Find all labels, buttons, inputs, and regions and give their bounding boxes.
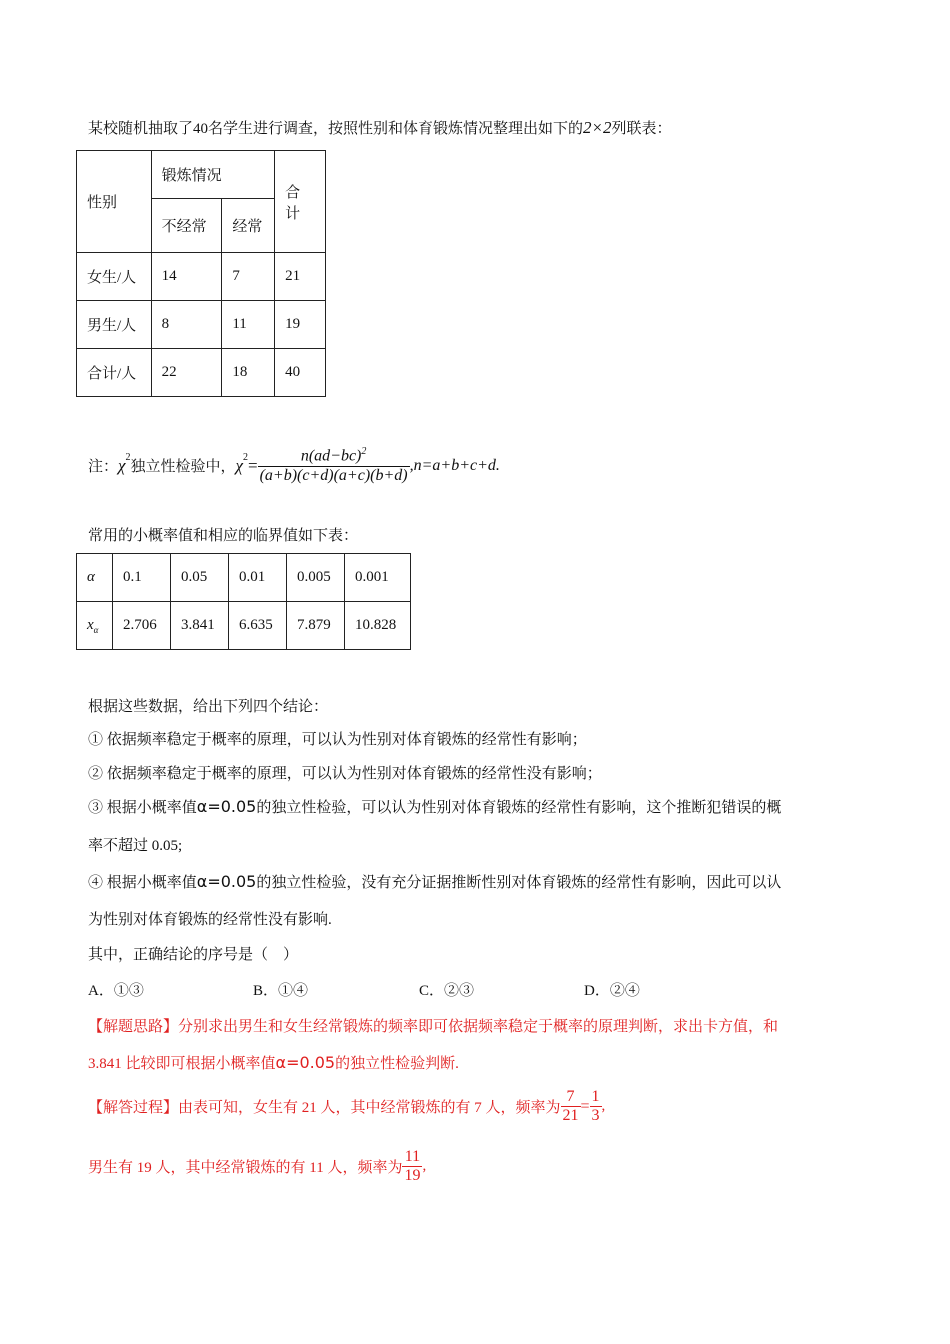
cell-often: 18 bbox=[222, 349, 275, 397]
conclusion-4: ④ 根据小概率值α=0.05的独立性检验，没有充分证据推断性别对体育锻炼的经常性有影响，因此可以认 bbox=[88, 872, 782, 891]
chi-square-fraction bbox=[258, 446, 410, 485]
cell-often: 11 bbox=[222, 301, 275, 349]
x-value: 10.828 bbox=[345, 602, 411, 650]
intro-text: 某校随机抽取了40名学生进行调查，按照性别和体育锻炼情况整理出如下的 bbox=[88, 121, 584, 137]
note-mid: 独立性检验中， bbox=[130, 459, 236, 476]
solution-line-1: 【解答过程】由表可知，女生有 21 人，其中经常锻炼的有 7 人，频率为 $\frac{7}{21}$ = $\frac{1}{3}$ , bbox=[88, 1088, 606, 1125]
chi-symbol-2: χ bbox=[235, 455, 243, 475]
note-prefix: 注： bbox=[88, 459, 119, 476]
chi-symbol: χ bbox=[118, 455, 126, 475]
conclusion-1: ① 依据频率稳定于概率的原理，可以认为性别对体育锻炼的经常性有影响； bbox=[88, 732, 587, 748]
row-label: 男生/人 bbox=[77, 301, 152, 349]
alpha-label: α bbox=[77, 554, 113, 602]
alpha-value: 0.001 bbox=[345, 554, 411, 602]
header-often: 经常 bbox=[222, 199, 275, 253]
denominator: (a+b)(c+d)(a+c)(b+d) bbox=[259, 466, 408, 484]
header-exercise: 锻炼情况 bbox=[151, 151, 274, 199]
alpha-value: 0.05 bbox=[171, 554, 229, 602]
fraction-1-3: $\frac{1}{3}$ bbox=[591, 1088, 600, 1125]
option-d[interactable]: D．②④ bbox=[584, 983, 640, 999]
contingency-table bbox=[76, 150, 326, 397]
table-row bbox=[77, 301, 326, 349]
intro-math: 2×2 bbox=[583, 118, 612, 137]
option-a[interactable]: A．①③ bbox=[88, 983, 144, 999]
note-tail: ,n=a+b+c+d. bbox=[409, 456, 500, 474]
cell-often: 7 bbox=[222, 253, 275, 301]
fraction-11-19: $\frac{11}{19}$ bbox=[404, 1148, 421, 1185]
header-total: 合计 bbox=[275, 151, 326, 253]
table-row bbox=[77, 253, 326, 301]
conclusions-intro: 根据这些数据，给出下列四个结论： bbox=[88, 699, 329, 715]
conclusion-4-cont: 为性别对体育锻炼的经常性没有影响. bbox=[88, 912, 332, 928]
conclusion-2: ② 依据频率稳定于概率的原理，可以认为性别对体育锻炼的经常性没有影响； bbox=[88, 766, 602, 782]
x-value: 7.879 bbox=[287, 602, 345, 650]
intro-line bbox=[88, 117, 672, 138]
num-body: (ad−bc) bbox=[308, 447, 362, 465]
cell-rare: 14 bbox=[151, 253, 222, 301]
chi-square-exp: 2 bbox=[125, 452, 131, 464]
question: 其中，正确结论的序号是（ ） bbox=[88, 947, 299, 963]
conclusion-3: ③ 根据小概率值α=0.05的独立性检验，可以认为性别对体育锻炼的经常性有影响，这个推断犯错误的概 bbox=[88, 797, 782, 816]
intro-end: 列联表： bbox=[611, 121, 672, 137]
table-row bbox=[77, 349, 326, 397]
x-alpha-label: $x_\alpha$ bbox=[77, 602, 113, 650]
num-n: n bbox=[300, 447, 309, 465]
option-c[interactable]: C．②③ bbox=[419, 983, 475, 999]
cell-total: 40 bbox=[275, 349, 326, 397]
cell-rare: 8 bbox=[151, 301, 222, 349]
alpha-value: 0.01 bbox=[229, 554, 287, 602]
conclusion-3-cont: 率不超过 0.05; bbox=[88, 838, 183, 854]
critical-value-table bbox=[76, 553, 411, 650]
hint-line-2: 3.841 比较即可根据小概率值α=0.05的独立性检验判断. bbox=[88, 1053, 459, 1072]
chi-square-exp-2: 2 bbox=[243, 452, 248, 464]
chi-square-note: 注： χ $^2$ 独立性检验中， χ $^2$ = $\frac{n(ad-bc)^2}{(a+b)(c+d)(a+c)(b+d)}$ ,n=a+b+c+d. bbox=[88, 446, 500, 484]
num-exp: 2 bbox=[361, 446, 367, 457]
alpha-math: α=0.05 bbox=[196, 797, 257, 816]
cell-total: 21 bbox=[275, 253, 326, 301]
header-gender: 性别 bbox=[77, 151, 152, 253]
alpha-value: 0.1 bbox=[113, 554, 171, 602]
x-value: 2.706 bbox=[113, 602, 171, 650]
alpha-math: α=0.05 bbox=[275, 1053, 336, 1072]
cell-total: 19 bbox=[275, 301, 326, 349]
row-label: 合计/人 bbox=[77, 349, 152, 397]
option-b[interactable]: B．①④ bbox=[253, 983, 309, 999]
solution-line-2: 男生有 19 人，其中经常锻炼的有 11 人，频率为 $\frac{11}{19}$ , bbox=[88, 1148, 427, 1185]
alpha-math: α=0.05 bbox=[196, 872, 257, 891]
header-rare: 不经常 bbox=[151, 199, 222, 253]
x-value: 3.841 bbox=[171, 602, 229, 650]
row-label: 女生/人 bbox=[77, 253, 152, 301]
fraction-7-21: $\frac{7}{21}$ bbox=[562, 1088, 579, 1125]
alpha-value: 0.005 bbox=[287, 554, 345, 602]
x-value: 6.635 bbox=[229, 602, 287, 650]
cell-rare: 22 bbox=[151, 349, 222, 397]
hint-line-1: 【解题思路】分别求出男生和女生经常锻炼的频率即可依据频率稳定于概率的原理判断，求出卡方值，和 bbox=[88, 1019, 779, 1035]
table2-intro: 常用的小概率值和相应的临界值如下表： bbox=[88, 528, 359, 544]
